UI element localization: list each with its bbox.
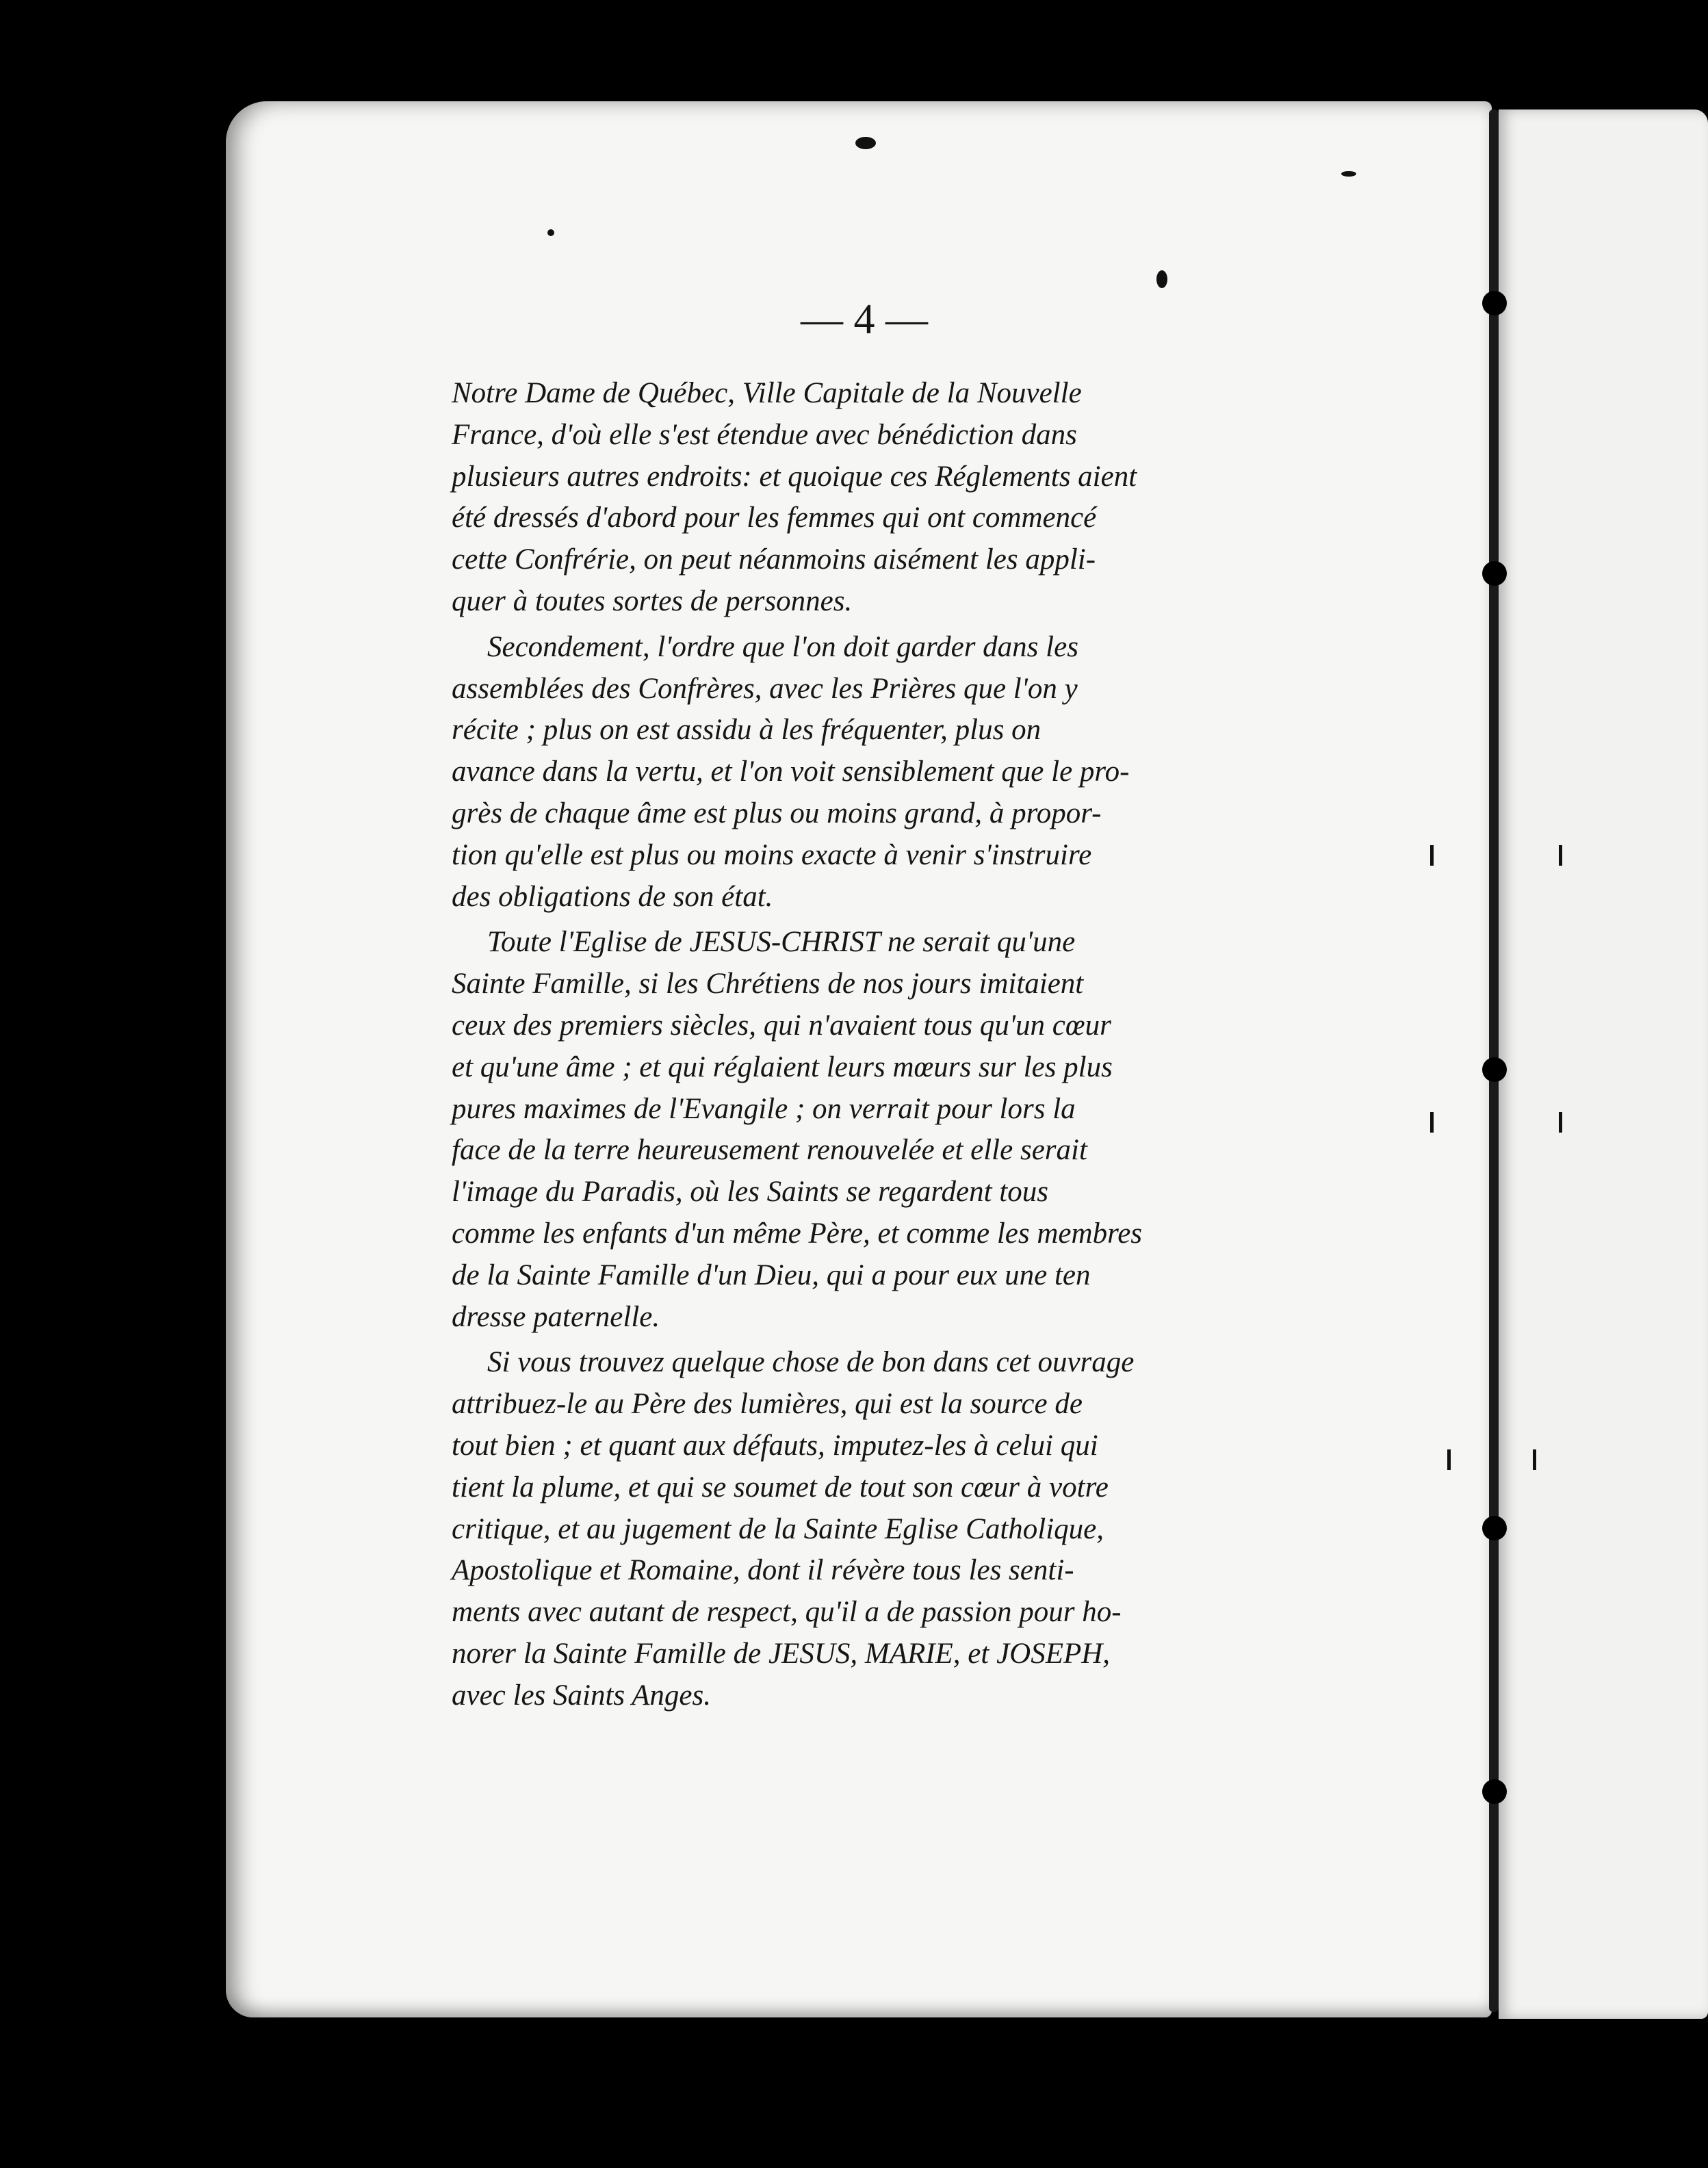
- gutter-mark-icon: [1559, 1112, 1562, 1133]
- gutter-mark-icon: [1533, 1449, 1536, 1470]
- ink-speck-icon: [1341, 171, 1356, 177]
- gutter-mark-icon: [1447, 1449, 1451, 1470]
- ink-speck-icon: [547, 229, 554, 236]
- page-number: — 4 —: [801, 296, 928, 343]
- gutter-mark-icon: [1430, 1112, 1434, 1133]
- body-text: [452, 373, 1290, 1717]
- paragraph: Toute l'Eglise de JESUS-CHRIST ne serait qu'une Sainte Famille, si les Chrétiens de nos jours imitaient ceux des premiers siècles, qui n'avaient tous qu'un cœur et qu'une âme ; et qui réglaient leurs mœurs sur les plus pures maximes de l'Evangile ; on verrait pour lors la face de la terre heureusement renouvelée et elle serait l'image du Paradis, où les Saints se regardent tous comme les enfants d'un même Père, et comme les membres de la Sainte Famille d'un Dieu, qui a pour eux une ten dresse paternelle.: [452, 926, 1143, 1333]
- paragraph: Notre Dame de Québec, Ville Capitale de la Nouvelle France, d'où elle s'est étendue avec bénédiction dans plusieurs autres endroits: et quoique ces Réglements aient été dressés d'abord pour les femmes qui ont commencé cette Confrérie, on peut néanmoins aisément les appli- quer à toutes sortes de personnes.: [452, 377, 1137, 617]
- ink-speck-icon: [855, 137, 876, 149]
- ink-speck-icon: [1156, 270, 1167, 288]
- paragraph: Si vous trouvez quelque chose de bon dans cet ouvrage attribuez-le au Père des lumières, qui est la source de tout bien ; et quant aux défauts, imputez-les à celui qui tient la plume, et qui se soumet de tout son cœur à votre critique, et au jugement de la Sainte Eglise Catholique, Apostolique et Romaine, dont il révère tous les senti- ments avec autant de respect, qu'il a de passion pour ho- norer la Sainte Famille de JESUS, MARIE, et JOSEPH, avec les Saints Anges.: [452, 1346, 1135, 1712]
- gutter-mark-icon: [1430, 845, 1434, 866]
- paragraph: Secondement, l'ordre que l'on doit garder dans les assemblées des Confrères, avec les Prières que l'on y récite ; plus on est assidu à les fréquenter, plus on avance dans la vertu, et l'on voit sensiblement que le pro- grès de chaque âme est plus ou moins grand, à propor- tion qu'elle est plus ou moins exacte à venir s'instruire des obligations de son état.: [452, 630, 1130, 913]
- right-page-edge: [1499, 109, 1708, 2019]
- gutter-mark-icon: [1559, 845, 1562, 866]
